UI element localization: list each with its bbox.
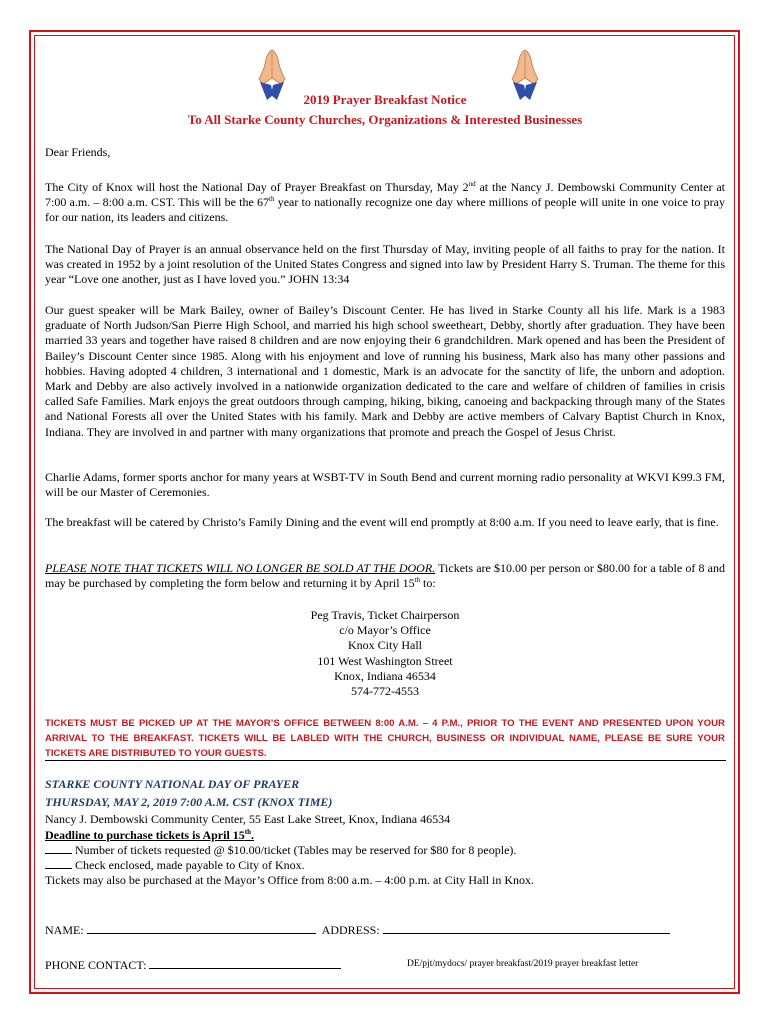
page-title: 2019 Prayer Breakfast Notice xyxy=(303,92,467,107)
address-phone: 574-772-4553 xyxy=(351,683,419,698)
paragraph-emcee: Charlie Adams, former sports anchor for many years at WSBT-TV in South Bend and current morning radio personality at WKVI K99.3 FM, will be our Master of Ceremonies. xyxy=(45,470,725,500)
mayor-office-note: Tickets may also be purchased at the Mayor’s Office from 8:00 a.m. – 4:00 p.m. at City Hall in Knox. xyxy=(45,873,535,887)
paragraph-speaker: Our guest speaker will be Mark Bailey, owner of Bailey’s Discount Center. He has lived in Starke County all his life. Mark is a 1983 graduate of North Judson/San Pierre High School, and married his high school sweetheart, Debby, shortly after graduation. They have been married 33 years and together have raised 8 children and are now enjoying their 6 grandchildren. Mark opened and has been the President of Bailey’s Discount Center since 1985. Along with his enjoyment and love of running his business, Mark also has many other passions and hobbies. Having adopted 4 children, 3 international and 1 domestic, Mark is an advocate for the sanctity of life, the unborn and adoption. Mark and Debby are also actively involved in a nationwide organization dedicated to the care and welfare of children of families in crisis called Safe Families. Mark enjoys the great outdoors through camping, hiking, biking, canoeing and backpacking through many of the States and National Forests all over the United States with his family. Mark and Debby are active members of Calvary Baptist Church in Knox, Indiana. They are involved in and partner with many organizations that promote and preach the Gospel of Jesus Christ. xyxy=(45,303,725,439)
tickets-count-field[interactable] xyxy=(45,843,72,854)
pickup-notice: TICKETS MUST BE PICKED UP AT THE MAYOR’S OFFICE BETWEEN 8:00 A.M. – 4 P.M., PRIOR TO THE EVENT AND PRESENTED UPON YOUR ARRIVAL TO THE BREAKFAST. TICKETS WILL BE LABLED WITH THE CHURCH, BUSINESS OR INDIVIDUAL NAME, PLEASE BE SURE YOUR TICKETS ARE DISTRIBUTED TO YOUR GUESTS. xyxy=(45,718,725,759)
event-venue: Nancy J. Dembowski Community Center, 55 East Lake Street, Knox, Indiana 46534 xyxy=(45,812,451,826)
address-line: Peg Travis, Ticket Chairperson xyxy=(310,608,460,622)
tickets-requested-line: Number of tickets requested @ $10.00/ticket (Tables may be reserved for $80 for 8 people). xyxy=(45,843,516,858)
event-date: THURSDAY, MAY 2, 2019 7:00 A.M. CST (KNOX TIME) xyxy=(45,795,333,809)
address-field[interactable] xyxy=(383,923,670,934)
paragraph-tickets: PLEASE NOTE THAT TICKETS WILL NO LONGER BE SOLD AT THE DOOR. Tickets are $10.00 per person or $80.00 for a table of 8 and may be purchased by completing the form below and returning it by April 15th to: xyxy=(45,561,725,591)
phone-label: PHONE CONTACT: xyxy=(45,958,147,972)
name-row xyxy=(45,923,670,938)
event-name: STARKE COUNTY NATIONAL DAY OF PRAYER xyxy=(45,777,300,791)
name-label: NAME: xyxy=(45,923,84,937)
address-line: c/o Mayor’s Office xyxy=(339,623,431,638)
mailing-address xyxy=(0,608,770,699)
check-enclosed-field[interactable] xyxy=(45,858,72,869)
check-enclosed-line: Check enclosed, made payable to City of Knox. xyxy=(45,858,305,873)
deadline-text: Deadline to purchase tickets is April 15th. xyxy=(45,828,255,842)
section-divider xyxy=(45,760,726,761)
phone-row xyxy=(45,958,341,973)
name-field[interactable] xyxy=(87,923,316,934)
address-line: Knox, Indiana 46534 xyxy=(334,668,436,683)
address-line: 101 West Washington Street xyxy=(317,653,453,668)
page-subtitle: To All Starke County Churches, Organizations & Interested Businesses xyxy=(187,112,583,127)
greeting: Dear Friends, xyxy=(45,145,111,159)
paragraph-history: The National Day of Prayer is an annual observance held on the first Thursday of May, inviting people of all faiths to pray for the nation. It was created in 1952 by a joint resolution of the United States Congress and signed into law by President Harry S. Truman. The theme for this year “Love one another, just as I have loved you.” JOHN 13:34 xyxy=(45,242,725,287)
phone-field[interactable] xyxy=(149,958,341,969)
paragraph-event-intro: The City of Knox will host the National Day of Prayer Breakfast on Thursday, May 2nd at the Nancy J. Dembowski Community Center at 7:00 a.m. – 8:00 a.m. CST. This will be the 67th year to nationally recognize one day where millions of people will unite in one voice to pray for our nation, its leaders and citizens. xyxy=(45,180,725,225)
address-label: ADDRESS: xyxy=(321,923,380,937)
address-line: Knox City Hall xyxy=(348,638,422,653)
file-reference: DE/pjt/mydocs/ prayer breakfast/2019 prayer breakfast letter xyxy=(407,959,639,969)
paragraph-catering: The breakfast will be catered by Christo’s Family Dining and the event will end promptly at 8:00 a.m. If you need to leave early, that is fine. xyxy=(45,515,719,529)
door-sales-notice: PLEASE NOTE THAT TICKETS WILL NO LONGER BE SOLD AT THE DOOR. xyxy=(45,561,436,575)
